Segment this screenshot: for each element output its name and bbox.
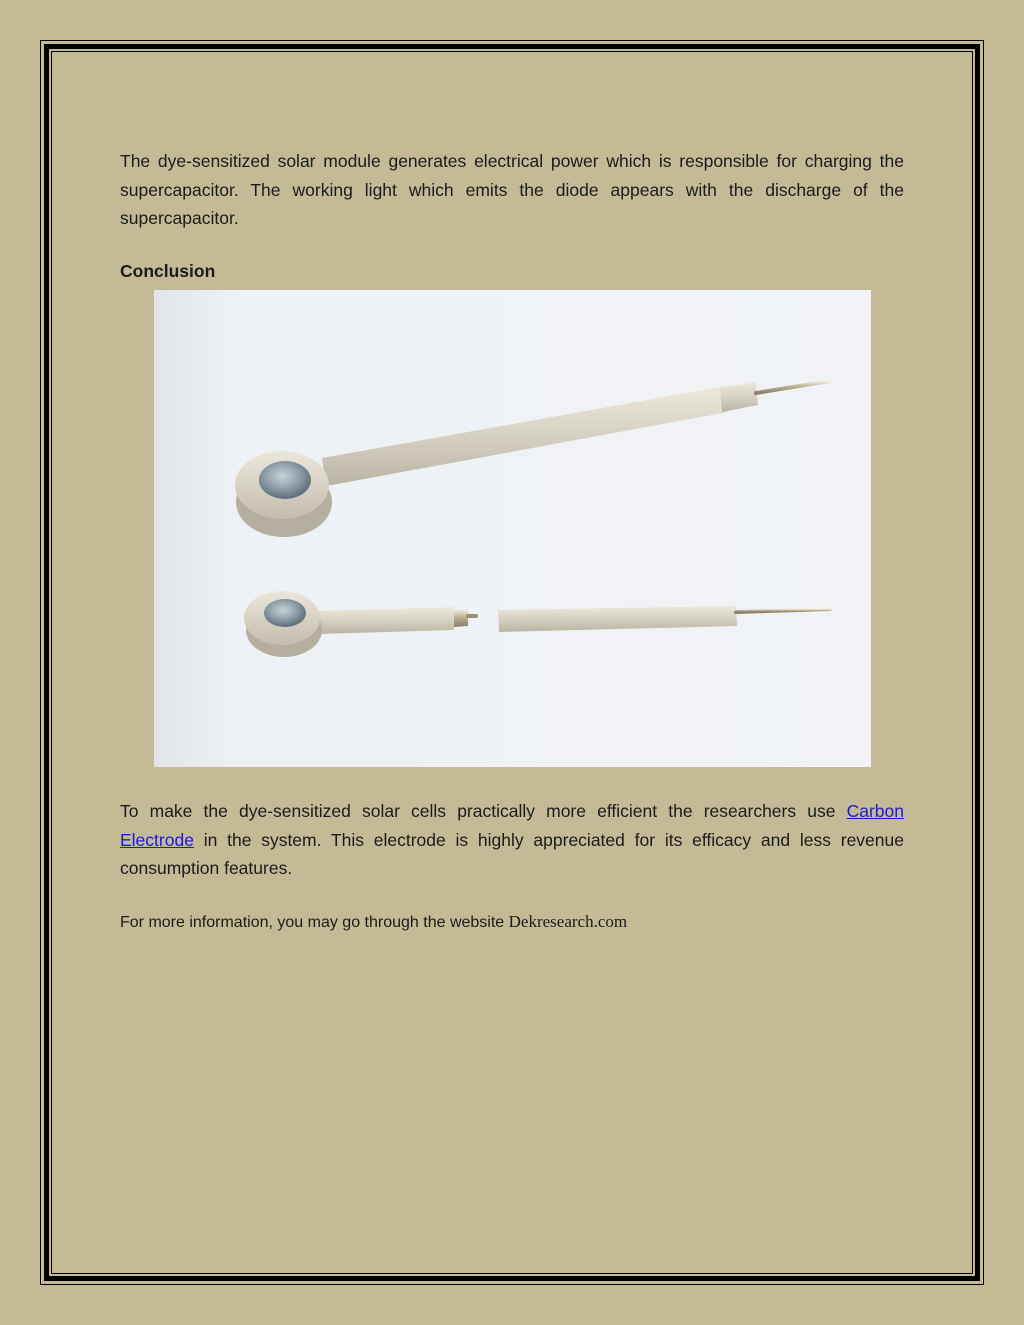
- conclusion-text-after-link: in the system. This electrode is highly appreciated for its efficacy and less revenue consumption features.: [120, 829, 904, 878]
- electrode-assembled: [235, 381, 829, 537]
- carbon-electrode-link[interactable]: Carbon Electrode: [120, 801, 904, 850]
- conclusion-heading: Conclusion: [120, 261, 216, 281]
- more-info-line: [120, 910, 904, 935]
- more-info-text: For more information, you may go through the website: [120, 914, 509, 931]
- electrode-disassembled: [244, 591, 830, 657]
- electrode-photo: [154, 290, 871, 767]
- website-name: Dekresearch.com: [508, 912, 628, 931]
- conclusion-paragraph: [120, 797, 904, 883]
- intro-paragraph: The dye-sensitized solar module generates electrical power which is responsible for charging the supercapacitor. The working light which emits the diode appears with the discharge of the supercapacitor.: [120, 151, 904, 228]
- conclusion-text-before-link: To make the dye-sensitized solar cells practically more efficient the researchers use: [120, 801, 847, 821]
